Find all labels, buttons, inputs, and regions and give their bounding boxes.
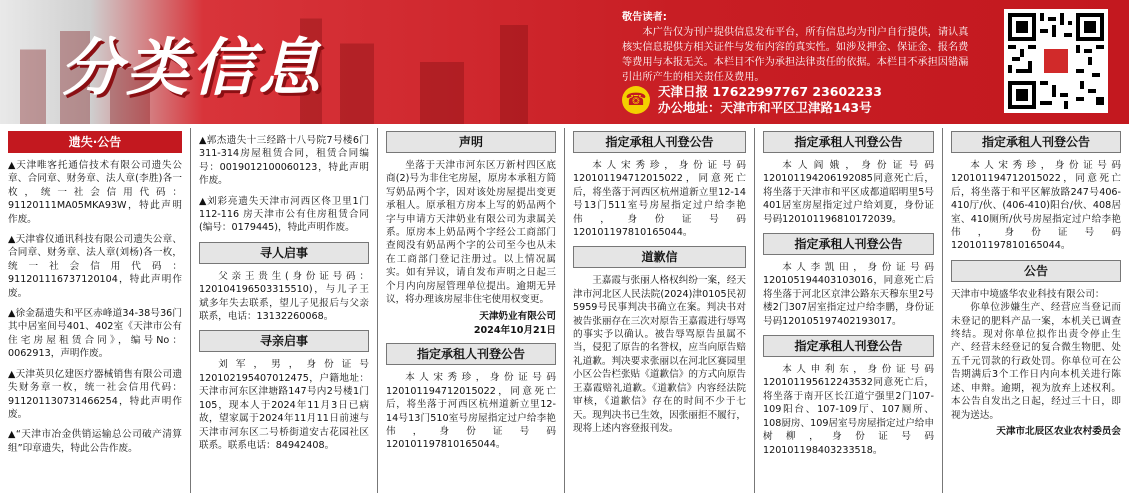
logo-seal-icon [1042,47,1070,75]
header-banner [0,0,1129,124]
announcement-text: 你单位涉嫌生产、经营应当登记而未登记的肥料产品一案，本机关已调查终结。现对你单位拟作出责令停止生产、经营未经登记的复合微生物肥、处五千元罚款的行政处罚。你单位可在公告期满后3个工作日内向本机关进行陈述、申辩。逾期，视为放弃上述权利。本公告自发出之日起，经过三十日，即视为送达。 [951,302,1121,421]
tenant-notice-text: 本人李凯田，身份证号码120105194403103016，同意死亡后将坐落于河北区京津公路东天穆东里2号楼2门307居室指定过户给李鹏，身份证号码120105197402193017。 [763,262,934,327]
list-item: ▲天津唯客托通信技术有限公司遗失公章、合同章、财务章、法人章(李胜)各一枚，统一社会信用代码：91120111MA05MKA93W，特此声明作废。 [8,160,182,225]
seek-person-text: 父亲王贵生(身份证号码：120104196503315510)，与儿子王斌多年失去联系，望儿子见报后与父亲联系，电话：13132260068。 [199,270,369,323]
notice-heading: 敬告读者: [622,12,667,23]
section-header-seek-person: 寻人启事 [199,242,369,264]
section-header-announcement: 公告 [951,260,1121,282]
section-header-tenant: 指定承租人刊登公告 [763,335,934,357]
section-header-seek-relative: 寻亲启事 [199,330,369,352]
section-header-statement: 声明 [386,131,556,153]
section-header-tenant: 指定承租人刊登公告 [763,233,934,255]
office-address: 办公地址：天津市和平区卫津路143号 [658,100,872,115]
apology-text: 王嘉霞与张丽人格权纠纷一案，经天津市河北区人民法院(2024)津0105民初5959号民事判决书确立在案。判决书对被告张丽存在三次对原告王嘉霞进行辱骂的事实予以确认。被告辱骂原告虽属不当，侵犯了原告的名誉权，应当向原告赔礼道歉。判决要求张丽以在河北区赛园里小区公告栏张贴《道歉信》的方式向原告王嘉霞赔礼道歉。《道歉信》内容经法院审核，《道歉信》存在的时间不少于七天。现判决书已生效，因张丽拒不履行，现将上述内容登报刊发。 [573,275,746,434]
reader-notice [622,10,974,85]
qr-code-icon [1004,9,1108,113]
list-item: ▲刘彩亮遗失天津市河西区佟卫里1门112-116 房天津市公有住房租赁合同(编号：0179445)，特此声明作废。 [199,195,369,234]
column-statement [377,128,564,493]
list-item: ▲徐金磊遗失和平区赤峰道34-38号36门其中居室间号401、402室《天津市公有住宅房屋租赁合同》，编号No：0062913，声明作废。 [8,308,182,360]
statement-text: 坐落于天津市河东区万新村四区底商(2)号为非住宅房屋，原房本承租方简写奶品两个字，因对该处房屋提出变更承租人。原承租方房本上写的奶品两个字与申请方天津奶业有限公司为隶属关系。原房本上奶品两个字经公工商部门查阅没有奶品两个字的公司至今也从未在工商部门登记注册过。以上情况属实。如有异议，请自发布声明之日起三个月内向房屋管理单位提出。逾期无异议，将办理该房屋非住宅使用权变更。 [386,160,556,306]
tenant-notice-text: 本人申利东，身份证号码120101195612243532同意死亡后，将坐落于南开区长江道宁强里2门107-109阳台、107-109厅、107厕所、108厨房、109居室号房屋指定过户给申树柳，身份证号码120101198403233518。 [763,364,934,456]
section-header-tenant: 指定承租人刊登公告 [386,343,556,365]
list-item: ▲郭杰遗失十三经路十八号院7号楼6门311-314房屋租赁合同，租赁合同编号：0019012100060123，特此声明作废。 [199,135,369,187]
phone-icon: ☎ [622,86,650,114]
classified-columns [0,128,1129,493]
column-tenant-announcement [942,128,1129,493]
page-title: 分类信息 [60,31,325,104]
column-tenant-apology [564,128,754,493]
tenant-notice-text: 本人宋秀珍，身份证号码120101194712015022，同意死亡后，将坐落于河西区杭州道新立里12-14号13门510室号房屋指定过户给李艳伟，身份证号码120101197810165044。 [386,372,556,451]
contact-info [618,84,918,118]
statement-date: 2024年10月21日 [473,324,556,336]
section-header-tenant: 指定承租人刊登公告 [951,131,1121,153]
announcement-recipient: 天津市中境盛华农业科技有限公司： [951,288,1105,300]
column-lost-and-seek [190,128,377,493]
section-header-tenant: 指定承租人刊登公告 [573,131,746,153]
column-lost-notices [0,128,190,493]
tenant-notice-text: 本人宋秀珍，身份证号码120101194712015022，同意死亡后，将坐落于和平区解放路247号406-410厅/伙、(406-410)阳台/伙、408居室、410厕所/伙号房屋指定过户给李艳伟，身份证号码120101197810165044。 [951,160,1121,252]
column-tenant-notices [754,128,942,493]
section-header-tenant: 指定承租人刊登公告 [763,131,934,153]
seek-relative-text: 刘军，男，身份证号120102195407012475，户籍地址：天津市河东区津塘路147号内2号楼1门105，现本人于2024年11月3日已病故，望家属于2024年11月11日前速与天津市河东区二号桥街道安古花园社区联系。联系电话：84942408。 [199,359,369,451]
tenant-notice-text: 本人宋秀珍，身份证号码120101194712015022，同意死亡后，将坐落于河西区杭州道新立里12-14号13门511室号房屋指定过户给李艳伟，身份证号码120101197810165044。 [573,160,746,239]
section-header-apology: 道歉信 [573,246,746,268]
list-item: ▲“天津市冶金供销运输总公司破产清算组”印章遗失，特此公告作废。 [8,429,182,454]
statement-signer: 天津奶业有限公司 [479,311,556,323]
section-header-lost: 遗失·公告 [8,131,182,153]
list-item: ▲天津英贝亿建医疗器械销售有限公司遗失财务章一枚，统一社会信用代码：911201130731466254，特此声明作废。 [8,368,182,420]
announcement-signer: 天津市北辰区农业农村委员会 [996,425,1121,437]
tenant-notice-text: 本人阎娥，身份证号码120101194206192085同意死亡后，将坐落于天津市和平区成都道昭明里5号401居室房屋指定过户给刘夏，身份证号码120101196810172039。 [763,160,934,225]
list-item: ▲天津睿仪通讯科技有限公司遗失公章、合同章、财务章、法人章(刘杨)各一枚，统一社会信用代码：911201116737120104，特此声明作废。 [8,234,182,299]
notice-text: 本广告仅为刊户提供信息发布平台，所有信息均为刊户自行提供，请认真核实信息提供方相关证件与发布内容的真实性。如涉及押金、保证金、报名费等费用与本报无关。本栏目不作为承担法律责任的依据。本栏目不承担因错漏引出所产生的相关责任及费用。 [622,27,969,83]
hotline: 天津日报 17622997767 23602233 [658,84,882,99]
